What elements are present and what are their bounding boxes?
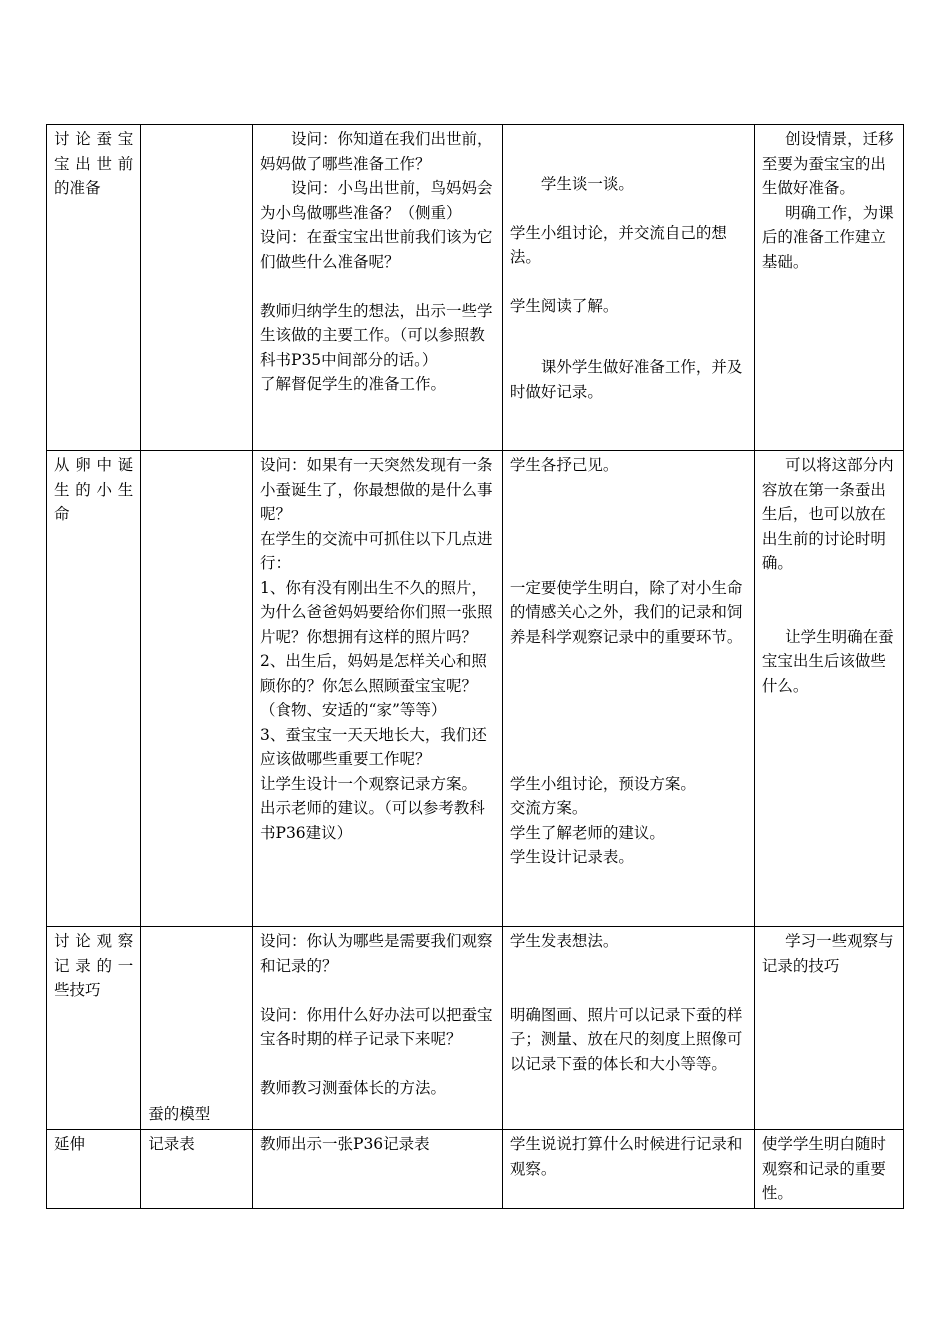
teacher-activity-cell bbox=[253, 1130, 503, 1209]
teacher-text: 教师教习测蚕体长的方法。 bbox=[260, 1079, 447, 1097]
stage-cell bbox=[47, 1130, 141, 1209]
student-text: 明确图画、照片可以记录下蚕的样子；测量、放在尺的刻度上照像可以记录下蚕的体长和大小等等。 bbox=[509, 1005, 743, 1073]
student-activity-cell bbox=[502, 927, 754, 1130]
student-text: 课外学生做好准备工作，并及时做好记录。 bbox=[509, 358, 743, 401]
student-text: 学生说说打算什么时候进行记录和观察。 bbox=[509, 1135, 743, 1178]
intent-text: 可以将这部分内容放在第一条蚕出生后，也可以放在出生前的讨论时明确。 bbox=[761, 456, 894, 572]
teacher-text: 设问：在蚕宝宝出世前我们该为它们做些什么准备呢？ bbox=[260, 228, 493, 271]
teacher-text: 了解督促学生的准备工作。 bbox=[260, 375, 447, 393]
teacher-text: 设问：你知道在我们出世前，妈妈做了哪些准备工作？ bbox=[260, 130, 493, 173]
material-cell bbox=[141, 125, 253, 451]
intent-text: 学习一些观察与记录的技巧 bbox=[761, 932, 894, 975]
lesson-plan-table bbox=[46, 124, 904, 1209]
teacher-text: 教师出示一张P36记录表 bbox=[260, 1135, 430, 1153]
material-text: 蚕的模型 bbox=[148, 1104, 211, 1123]
teacher-text: 1、你有没有刚出生不久的照片，为什么爸爸妈妈要给你们照一张照片呢？你想拥有这样的照片吗？ bbox=[260, 578, 493, 646]
intent-text: 让学生明确在蚕宝宝出生后该做些什么。 bbox=[761, 627, 894, 695]
stage-line: 延伸 bbox=[54, 1135, 86, 1153]
stage-line: 生的小生 bbox=[54, 480, 134, 499]
teacher-text: 设问：如果有一天突然发现有一条小蚕诞生了，你最想做的是什么事呢？ bbox=[260, 456, 493, 523]
teacher-text: 设问：你用什么好办法可以把蚕宝宝各时期的样子记录下来呢？ bbox=[260, 1005, 493, 1048]
student-text: 学生设计记录表。 bbox=[509, 848, 634, 866]
teacher-activity-cell bbox=[253, 451, 503, 927]
intent-cell bbox=[754, 1130, 903, 1209]
table-row bbox=[47, 125, 904, 451]
stage-line: 讨论蚕宝 bbox=[54, 130, 134, 148]
material-cell bbox=[141, 1130, 253, 1209]
teacher-activity-cell bbox=[253, 125, 503, 451]
teacher-text: 让学生设计一个观察记录方案。 bbox=[260, 774, 478, 793]
stage-line: 命 bbox=[54, 505, 70, 523]
stage-cell bbox=[47, 927, 141, 1130]
table-row bbox=[47, 927, 904, 1130]
student-text: 学生了解老师的建议。 bbox=[509, 823, 665, 842]
stage-cell bbox=[47, 125, 141, 451]
teacher-text: 设问：小鸟出世前，鸟妈妈会为小鸟做哪些准备？（侧重） bbox=[260, 179, 493, 222]
intent-text: 明确工作，为课后的准备工作建立基础。 bbox=[761, 203, 894, 271]
student-text: 一定要使学生明白，除了对小生命的情感关心之外，我们的记录和饲养是科学观察记录中的重要环节。 bbox=[509, 578, 743, 646]
teacher-text: 在学生的交流中可抓住以下几点进行： bbox=[260, 529, 493, 572]
material-cell bbox=[141, 927, 253, 1130]
teacher-text: 设问：你认为哪些是需要我们观察和记录的？ bbox=[260, 932, 493, 975]
stage-line: 些技巧 bbox=[54, 981, 101, 999]
student-text: 交流方案。 bbox=[509, 799, 588, 817]
teacher-activity-cell bbox=[253, 927, 503, 1130]
intent-cell bbox=[754, 125, 903, 451]
intent-text: 创设情景，迁移至要为蚕宝宝的出生做好准备。 bbox=[761, 130, 894, 197]
stage-line: 记录的一 bbox=[54, 956, 134, 975]
table-row bbox=[47, 451, 904, 927]
stage-cell bbox=[47, 451, 141, 927]
student-text: 学生各抒己见。 bbox=[509, 456, 619, 474]
stage-line: 的准备 bbox=[54, 179, 101, 197]
teacher-text: 3、蚕宝宝一天天地长大，我们还应该做哪些重要工作呢？ bbox=[260, 725, 487, 768]
material-cell bbox=[141, 451, 253, 927]
stage-line: 从卵中诞 bbox=[54, 456, 134, 474]
teacher-text: 教师归纳学生的想法，出示一些学生该做的主要工作。（可以参照教科书P35中间部分的话。） bbox=[260, 301, 493, 369]
teacher-text: 出示老师的建议。（可以参考教科书P36建议） bbox=[260, 799, 485, 842]
intent-text: 使学学生明白随时观察和记录的重要性。 bbox=[761, 1135, 886, 1202]
student-text: 学生发表想法。 bbox=[509, 932, 619, 950]
student-text: 学生阅读了解。 bbox=[509, 297, 619, 315]
table-row bbox=[47, 1130, 904, 1209]
student-activity-cell bbox=[502, 125, 754, 451]
student-text: 学生小组讨论，并交流自己的想法。 bbox=[509, 223, 727, 266]
stage-line: 宝出世前 bbox=[54, 154, 134, 173]
material-text: 记录表 bbox=[148, 1135, 195, 1153]
student-text: 学生谈一谈。 bbox=[540, 174, 634, 193]
intent-cell bbox=[754, 451, 903, 927]
student-activity-cell bbox=[502, 451, 754, 927]
teacher-text: 2、出生后，妈妈是怎样关心和照顾你的？你怎么照顾蚕宝宝呢？（食物、安适的“家”等等） bbox=[260, 652, 487, 719]
intent-cell bbox=[754, 927, 903, 1130]
stage-line: 讨论观察 bbox=[54, 932, 134, 950]
student-activity-cell bbox=[502, 1130, 754, 1209]
student-text: 学生小组讨论，预设方案。 bbox=[509, 774, 696, 793]
